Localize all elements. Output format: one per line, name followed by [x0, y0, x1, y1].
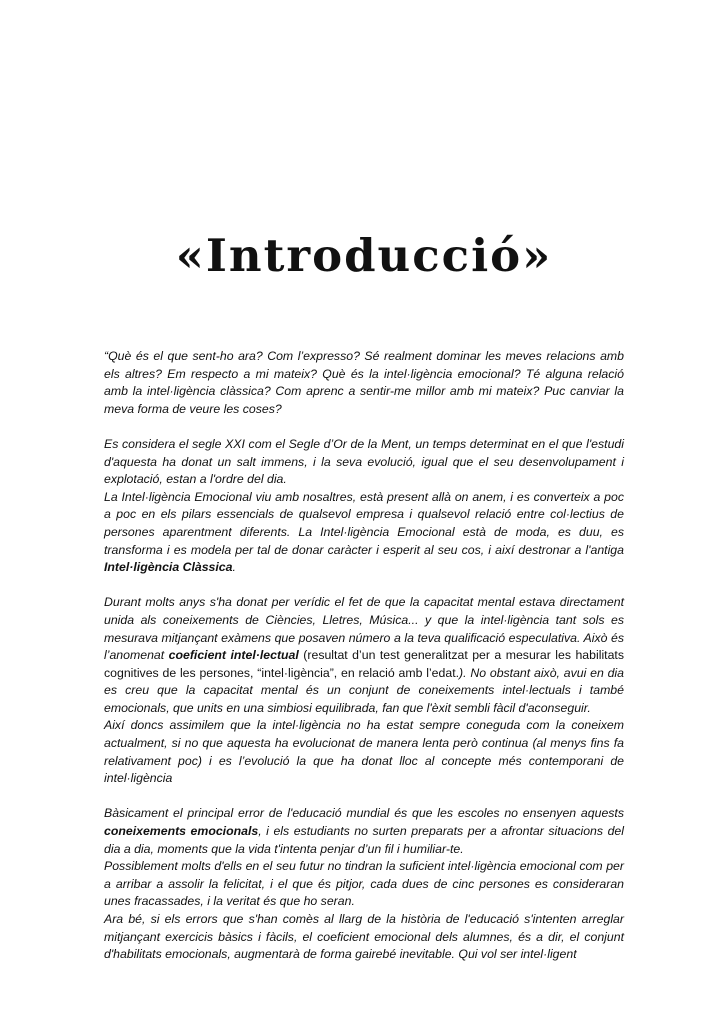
evolution-paragraph: Així doncs assimilem que la intel·ligència no ha estat sempre coneguda com la coneixem actualment, si no que aquesta ha evolucionat de manera lenta però continua (al menys fins fa relativament poc) i es l’evolució la que ha donat lloc al concepte més contemporani de intel·ligència	[104, 718, 624, 786]
paragraph-gap	[104, 788, 624, 806]
emotional-intelligence-paragraph	[104, 489, 624, 577]
page-title: «Introducció»	[175, 229, 553, 282]
ei-text-end: .	[232, 560, 236, 575]
ee-text-end: , i els estudiants no surten preparats per a afrontar situacions del dia a dia, moments que la vida t'intenta penjar d’un fil i humiliar-te.	[104, 824, 624, 856]
emotional-knowledge-term: coneixements emocionals	[104, 824, 259, 839]
mc-definition: (resultat d’un test generalitzat per a mesurar les habilitats cognitives de les persones, “intel·ligència”, en relació amb l’edat.	[104, 648, 624, 680]
classic-intelligence-term: Intel·ligència Clàssica	[104, 560, 233, 575]
century-paragraph: Es considera el segle XXI com el Segle d’Or de la Ment, un temps determinat en el que l'estudi d'aquesta ha donat un salt immens, i la seva evolució, igual que el seu desenvolupament i explotació, estan a l'ordre del dia.	[104, 436, 624, 487]
paragraph-gap	[104, 577, 624, 595]
ei-text: La Intel·ligència Emocional viu amb nosaltres, està present allà on anem, i es converteix a poc a poc en els pilars essencials de qualsevol empresa i qualsevol relació entre col·lectius de persones aparentment diferents. La Intel·ligència Emocional està de moda, es duu, es transforma i es modela per tal de donar caràcter i esperit al seu cos, i així destronar a l'antiga	[104, 489, 624, 557]
mc-text: Durant molts anys s'ha donat per verídic el fet de que la capacitat mental estava directament unida als coneixements de Ciències, Lletres, Música... y que la intel·ligència tant sols es mesurava mitjançant exàmens que posaven número a la teva qualificació especulativa. Això és l’anomenat	[104, 595, 624, 663]
paragraph-gap	[104, 418, 624, 436]
ee-text: Bàsicament el principal error de l'educació mundial és que les escoles no ensenyen aquests	[104, 806, 624, 821]
education-error-paragraph	[104, 805, 624, 858]
intellectual-coefficient-term: coeficient intel·lectual	[168, 648, 299, 663]
mental-capacity-paragraph	[104, 594, 624, 717]
intro-questions-paragraph: “Què és el que sent-ho ara? Com l’expresso? Sé realment dominar les meves relacions amb els altres? Em respecto a mi mateix? Què és la intel·ligència emocional? Té alguna relació amb la intel·ligència clàssica? Com aprenc a sentir-me millor amb mi mateix? Puc canviar la meva forma de veure les coses?	[104, 349, 624, 416]
solution-paragraph: Ara bé, si els errors que s'han comès al llarg de la història de l'educació s'intenten arreglar mitjançant exercicis bàsics i fàcils, el coeficient emocional dels alumnes, és a dir, el conjunt d'habilitats emocionals, augmentarà de forma gairebé inevitable. Qui vol ser intel·ligent	[104, 912, 624, 962]
document-body	[104, 348, 624, 964]
mc-text-end: ). No obstant això, avui en dia es creu que la capacitat mental és un conjunt de coneixements intel·lectuals i també emocionals, que units en una simbiosi equilibrada, fan que l'èxit sembli fàcil d'aconseguir.	[104, 665, 624, 715]
future-paragraph: Possiblement molts d'ells en el seu futur no tindran la suficient intel·ligència emocional com per a arribar a assolir la felicitat, i el que és pitjor, cada dues de cinc persones es consideraran unes fracassades, i la veritat és que ho seran.	[104, 859, 624, 909]
